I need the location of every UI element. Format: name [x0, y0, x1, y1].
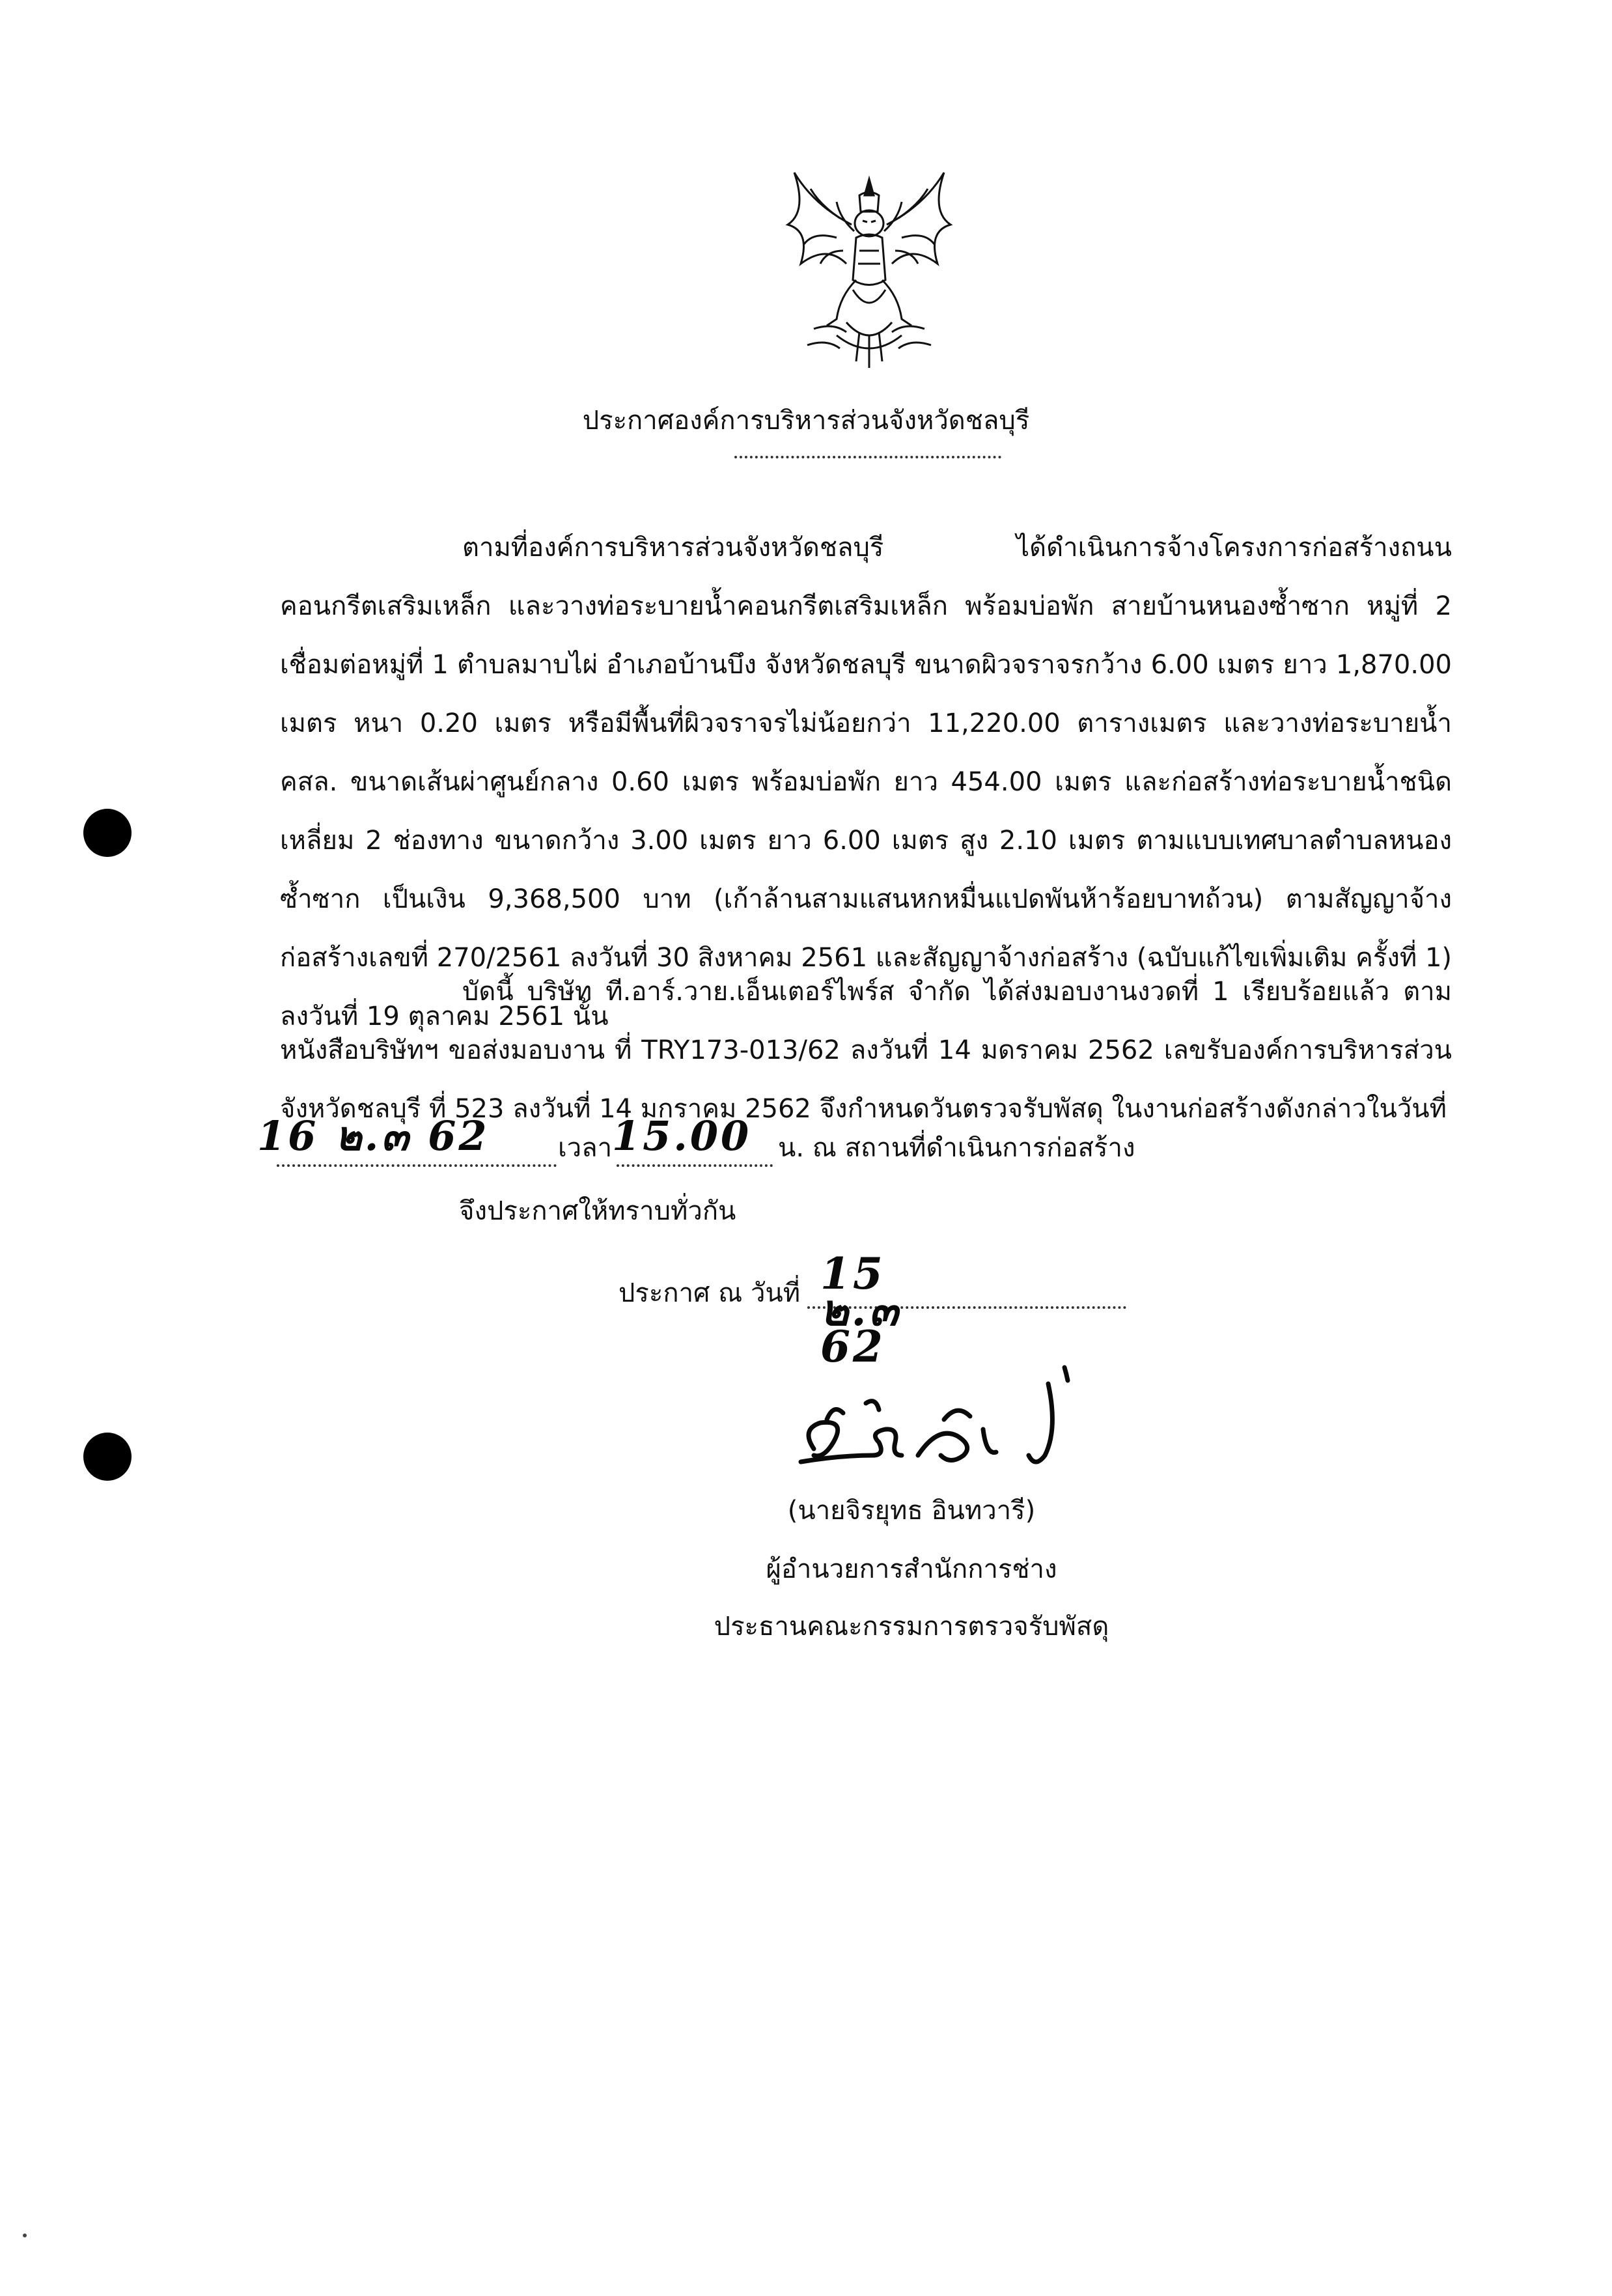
paragraph-2-text: บัดนี้ บริษัท ที.อาร์.วาย.เอ็นเตอร์ไพร์ส จำกัด ได้ส่งมอบงานงวดที่ 1 เรียบร้อยแล้ว ตามหนังสือบริษัทฯ ขอส่งมอบงาน ที่ TRY173-013/62 ลงวันที่ 14 มดราคม 2562 เลขรับองค์การบริหารส่วนจังหวัดชลบุรี ที่ 523 ลงวันที่ 14 มกราคม 2562 จึงกำหนดวันตรวจรับพัสดุ ในงานก่อสร้างดังกล่าวในวันที่: [280, 977, 1452, 1124]
garuda-emblem-icon: [775, 166, 964, 381]
title-dotted-rule: [734, 456, 1001, 458]
closing-statement: จึงประกาศให้ทราบทั่วกัน: [459, 1196, 736, 1226]
announce-date-label: ประกาศ ณ วันที่: [618, 1278, 801, 1308]
time-suffix-text: น. ณ สถานที่ดำเนินการก่อสร้าง: [778, 1133, 1135, 1163]
punch-hole-top: [83, 809, 132, 857]
signer-name: (นายจิรยุทธ อินทวารี): [787, 1496, 1036, 1526]
inspection-date-line: [257, 1112, 1494, 1177]
handwritten-inspection-time: 15.00: [612, 1112, 752, 1160]
time-label: เวลา: [558, 1133, 613, 1163]
announcement-title: ประกาศองค์การบริหารส่วนจังหวัดชลบุรี: [582, 406, 1030, 436]
signer-position-1: ผู้อำนวยการสำนักการช่าง: [766, 1554, 1057, 1584]
handwritten-inspection-date: 16 ๒.๓ 62: [257, 1112, 490, 1160]
paragraph-1-text: ตามที่องค์การบริหารส่วนจังหวัดชลบุรี ได้ดำเนินการจ้างโครงการก่อสร้างถนนคอนกรีตเสริมเหล็ก และวางท่อระบายน้ำคอนกรีตเสริมเหล็ก พร้อมบ่อพัก สายบ้านหนองซ้ำซาก หมู่ที่ 2 เชื่อมต่อหมู่ที่ 1 ตำบลมาบไผ่ อำเภอบ้านบึง จังหวัดชลบุรี ขนาดผิวจราจรกว้าง 6.00 เมตร ยาว 1,870.00 เมตร หนา 0.20 เมตร หรือมีพื้นที่ผิวจราจรไม่น้อยกว่า 11,220.00 ตารางเมตร และวางท่อระบายน้ำ คสล. ขนาดเส้นผ่าศูนย์กลาง 0.60 เมตร พร้อมบ่อพัก ยาว 454.00 เมตร และก่อสร้างท่อระบายน้ำชนิดเหลี่ยม 2 ช่องทาง ขนาดกว้าง 3.00 เมตร ยาว 6.00 เมตร สูง 2.10 เมตร ตามแบบเทศบาลตำบลหนองซ้ำซาก เป็นเงิน 9,368,500 บาท (เก้าล้านสามแสนหกหมื่นแปดพันห้าร้อยบาทถ้วน) ตามสัญญาจ้างก่อสร้างเลขที่ 270/2561 ลงวันที่ 30 สิงหาคม 2561 และสัญญาจ้างก่อสร้าง (ฉบับแก้ไขเพิ่มเติม ครั้งที่ 1) ลงวันที่ 19 ตุลาคม 2561 นั้น: [280, 533, 1452, 1031]
signer-position-2: ประธานคณะกรรมการตรวจรับพัสดุ: [714, 1612, 1109, 1642]
handwritten-announce-date: 15 ๒.๓ 62: [820, 1248, 901, 1372]
signature-icon: [788, 1358, 1100, 1488]
punch-hole-bottom: [83, 1433, 132, 1481]
scan-speck: [23, 2233, 27, 2237]
announce-date-line: [618, 1248, 901, 1372]
